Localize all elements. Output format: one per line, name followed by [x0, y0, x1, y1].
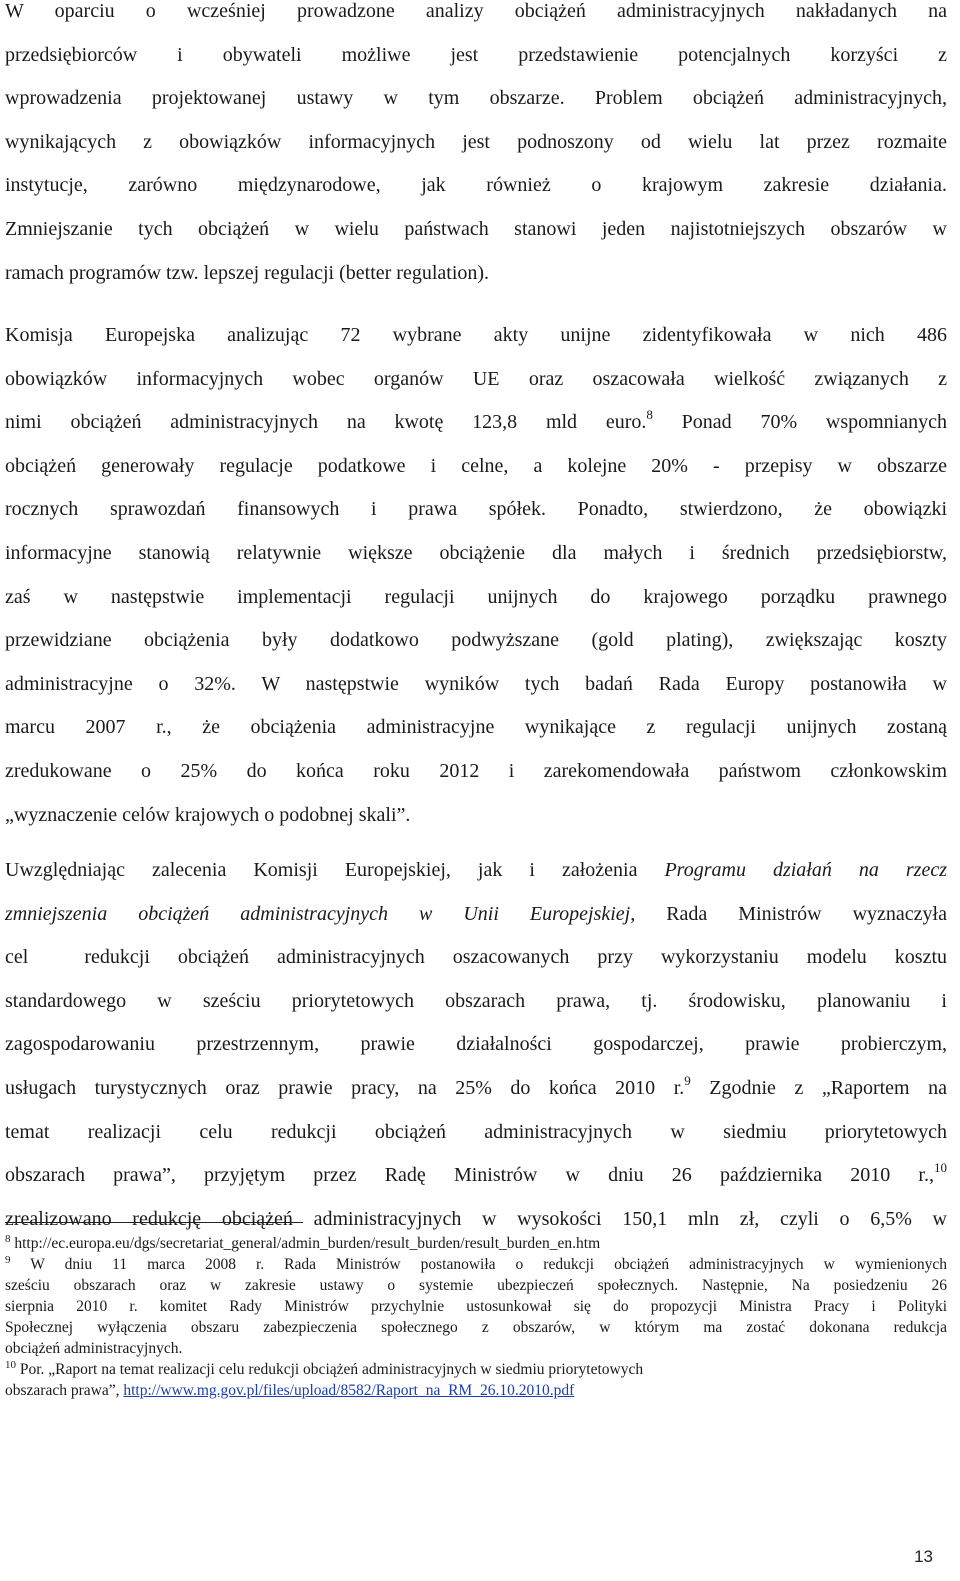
text-line: cel redukcji obciążeń administracyjnych oszacowanych przy wykorzystaniu modelu kosztu: [5, 946, 947, 969]
footnote-8: [5, 1233, 947, 1254]
text-segment: Zgodnie z „Raportem na: [690, 1076, 947, 1099]
text-line: wynikających z obowiązków informacyjnych jest podnoszony od wielu lat przez rozmaite: [5, 130, 947, 153]
footnote-ref-8[interactable]: 8: [646, 407, 653, 423]
italic-title: Programu działań na rzecz: [664, 859, 948, 881]
text-line: zagospodarowaniu przestrzennym, prawie działalności gospodarczej, prawie probierczym,: [5, 1033, 947, 1056]
text-line: informacyjne stanowią relatywnie większe obciążenie dla małych i średnich przedsiębiorstw,: [5, 541, 947, 564]
footnote-line: sześciu obszarach oraz w zakresie ustawy o systemie ubezpieczeń społecznych. Następnie, Na posiedzeniu 26: [5, 1277, 947, 1294]
text-line: [5, 849, 947, 893]
footnote-number: 10: [5, 1359, 16, 1371]
footnote-line: obciążeń administracyjnych.: [5, 1340, 183, 1357]
text-segment: nimi obciążeń administracyjnych na kwotę 123,8 mld euro.: [5, 411, 647, 434]
paragraph-2: [5, 314, 947, 837]
footnote-10: [5, 1359, 947, 1380]
footnote-9: [5, 1254, 947, 1275]
footnote-line: [5, 1380, 947, 1401]
paragraph-3: [5, 849, 947, 1241]
text-line: [5, 1067, 947, 1111]
text-line: W oparciu o wcześniej prowadzone analizy obciążeń administracyjnych nakładanych na: [5, 0, 947, 22]
text-line: zredukowane o 25% do końca roku 2012 i zarekomendowała państwom członkowskim: [5, 759, 947, 782]
paragraph-1: [5, 0, 947, 295]
text-line: Zmniejszanie tych obciążeń w wielu państwach stanowi jeden najistotniejszych obszarów w: [5, 217, 947, 240]
footnote-text: W dniu 11 marca 2008 r. Rada Ministrów postanowiła o redukcji obciążeń administracyjnych w wymienionych: [10, 1256, 947, 1273]
italic-title: zmniejszenia obciążeń administracyjnych w Unii Europejskiej: [5, 902, 631, 925]
text-line: rocznych sprawozdań finansowych i prawa spółek. Ponadto, stwierdzono, że obowiązki: [5, 498, 947, 521]
text-segment: Ponad 70% wspomnianych: [652, 411, 947, 434]
text-line: ramach programów tzw. lepszej regulacji (better regulation).: [5, 261, 490, 284]
text-line: „wyznaczenie celów krajowych o podobnej skali”.: [5, 803, 411, 826]
text-line: [5, 1154, 947, 1198]
text-line: standardowego w sześciu priorytetowych obszarach prawa, tj. środowisku, planowaniu i: [5, 989, 947, 1012]
text-segment: Uwzględniając zalecenia Komisji Europejskiej, jak i założenia: [5, 859, 665, 881]
text-line: obciążeń generowały regulacje podatkowe i celne, a kolejne 20% - przepisy w obszarze: [5, 454, 947, 477]
text-line: [5, 401, 947, 445]
text-segment: usługach turystycznych oraz prawie pracy, na 25% do końca 2010 r.: [5, 1076, 685, 1099]
text-line: instytucje, zarówno międzynarodowe, jak również o krajowym zakresie działania.: [5, 174, 947, 197]
footnote-ref-9[interactable]: 9: [684, 1072, 691, 1088]
text-line: temat realizacji celu redukcji obciążeń administracyjnych w siedmiu priorytetowych: [5, 1120, 947, 1143]
footnote-text: http://ec.europa.eu/dgs/secretariat_general/admin_burden/result_burden/result_burden_en.htm: [10, 1235, 601, 1252]
text-line: zrealizowano redukcję obciążeń administracyjnych w wysokości 150,1 mln zł, czyli o 6,5% w: [5, 1207, 947, 1230]
text-line: marcu 2007 r., że obciążenia administracyjne wynikające z regulacji unijnych zostaną: [5, 716, 947, 739]
text-line: wprowadzenia projektowanej ustawy w tym obszarze. Problem obciążeń administracyjnych,: [5, 87, 947, 110]
page-number: 13: [914, 1547, 933, 1566]
footnote-text: obszarach prawa”,: [5, 1382, 124, 1399]
footnote-line: sierpnia 2010 r. komitet Rady Ministrów przychylnie ustosunkował się do propozycji Ministra Pracy i Polityki: [5, 1298, 947, 1315]
text-segment: , Rada Ministrów wyznaczyła: [630, 902, 947, 925]
report-link[interactable]: http://www.mg.gov.pl/files/upload/8582/Raport_na_RM_26.10.2010.pdf: [123, 1382, 575, 1399]
text-line: Komisja Europejska analizując 72 wybrane akty unijne zidentyfikowała w nich 486: [5, 324, 947, 346]
footnote-text: Por. „Raport na temat realizacji celu redukcji obciążeń administracyjnych w siedmiu priorytetowych: [16, 1361, 644, 1378]
text-line: administracyjne o 32%. W następstwie wyników tych badań Rada Europy postanowiła w: [5, 672, 947, 695]
text-segment: obszarach prawa”, przyjętym przez Radę Ministrów w dniu 26 października 2010 r.,: [5, 1164, 934, 1187]
text-line: obowiązków informacyjnych wobec organów UE oraz oszacowała wielkość związanych z: [5, 367, 947, 390]
text-line: zaś w następstwie implementacji regulacji unijnych do krajowego porządku prawnego: [5, 585, 947, 608]
footnote-line: Społecznej wyłączenia obszaru zabezpieczenia społecznego z obszarów, w którym ma zostać dokonana redukcja: [5, 1319, 947, 1336]
footnotes: [5, 1233, 947, 1401]
footnote-separator: [5, 1222, 303, 1223]
text-line: [5, 893, 947, 937]
footnote-number: 9: [5, 1254, 11, 1266]
footnote-ref-10[interactable]: 10: [934, 1160, 947, 1176]
text-line: przedsiębiorców i obywateli możliwe jest przedstawienie potencjalnych korzyści z: [5, 43, 947, 66]
footnote-number: 8: [5, 1233, 11, 1245]
text-line: przewidziane obciążenia były dodatkowo podwyższane (gold plating), zwiększając koszty: [5, 629, 947, 652]
